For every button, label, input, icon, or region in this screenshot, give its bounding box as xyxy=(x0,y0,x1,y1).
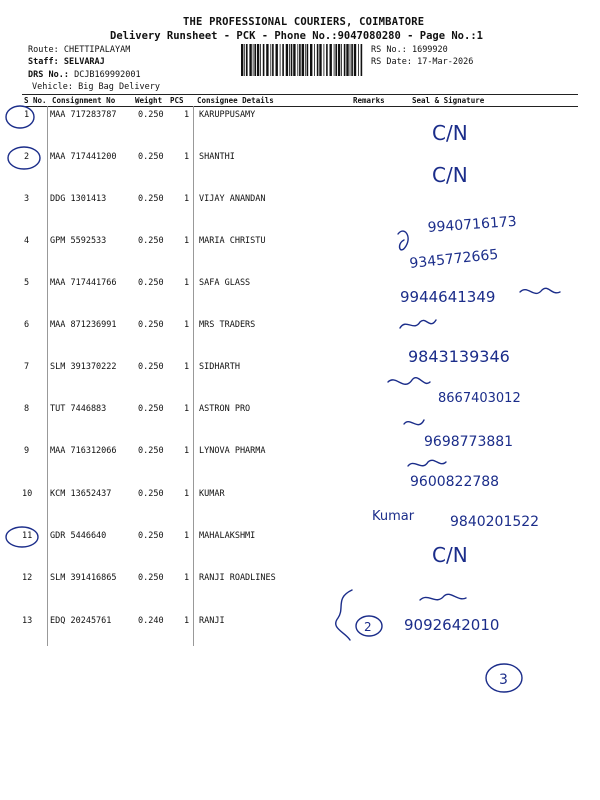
table-row xyxy=(0,194,600,208)
barcode-bar xyxy=(335,44,337,76)
staff-line xyxy=(28,57,105,67)
company-title: THE PROFESSIONAL COURIERS, COIMBATORE xyxy=(183,16,425,28)
barcode-bar xyxy=(286,44,288,76)
page-circle-mark xyxy=(486,664,522,692)
table-row xyxy=(0,446,600,460)
barcode-bar xyxy=(272,44,274,76)
barcode-bar xyxy=(310,44,312,76)
row-consignee: RANJI xyxy=(199,616,225,626)
row-pcs: 1 xyxy=(184,278,190,288)
row-consignee: SIDHARTH xyxy=(199,362,240,372)
barcode-bar xyxy=(358,44,359,76)
vehicle-label: Vehicle: xyxy=(32,82,73,92)
row-consignee: MAHALAKSHMI xyxy=(199,531,256,541)
vehicle-value: Big Bag Delivery xyxy=(78,82,160,92)
barcode-bar xyxy=(299,44,301,76)
row-sno: 13 xyxy=(22,616,33,626)
barcode-bar xyxy=(338,44,340,76)
rs-date-value: 17-Mar-2026 xyxy=(417,57,474,67)
row-pcs: 1 xyxy=(184,446,190,456)
row-sno: 3 xyxy=(24,194,30,204)
barcode-bar xyxy=(266,44,268,76)
row-consignment: DDG 1301413 xyxy=(50,194,107,204)
row-sno: 5 xyxy=(24,278,30,288)
row-consignment: SLM 391370222 xyxy=(50,362,117,372)
hw-circle-num-13: 2 xyxy=(364,620,372,634)
row-consignment: TUT 7446883 xyxy=(50,404,107,414)
hw-phone-row8: 8667403012 xyxy=(438,391,521,406)
route-label: Route: xyxy=(28,45,59,55)
barcode-bar xyxy=(244,44,245,76)
barcode-bar xyxy=(254,44,256,76)
row-sno: 8 xyxy=(24,404,30,414)
row-pcs: 1 xyxy=(184,362,190,372)
row-sno: 2 xyxy=(24,152,30,162)
barcode-bar xyxy=(289,44,290,76)
col-sno: S No. xyxy=(24,96,47,105)
hw-cn-row1: C/N xyxy=(432,121,468,145)
table-row xyxy=(0,278,600,292)
row-consignee: SAFA GLASS xyxy=(199,278,251,288)
table-row xyxy=(0,531,600,545)
signature-stroke-row13 xyxy=(420,594,466,600)
row-consignment: SLM 391416865 xyxy=(50,573,117,583)
route-line xyxy=(28,45,130,55)
row-pcs: 1 xyxy=(184,489,190,499)
rs-date-label: RS Date: xyxy=(371,57,412,67)
barcode-bar xyxy=(291,44,293,76)
row-weight: 0.250 xyxy=(138,531,164,541)
barcode-bar xyxy=(319,44,321,76)
barcode-bar xyxy=(260,44,261,76)
row-pcs: 1 xyxy=(184,320,190,330)
row-weight: 0.250 xyxy=(138,194,164,204)
row-pcs: 1 xyxy=(184,616,190,626)
barcode-bar xyxy=(324,44,325,76)
row-weight: 0.250 xyxy=(138,404,164,414)
barcode-bar xyxy=(270,44,271,76)
row-consignment: MAA 717441766 xyxy=(50,278,117,288)
row-sno: 12 xyxy=(22,573,33,583)
row-weight: 0.250 xyxy=(138,110,164,120)
barcode-bar xyxy=(354,44,356,76)
hw-name-row11: Kumar xyxy=(372,509,415,524)
barcode-bar xyxy=(341,44,342,76)
row-consignee: RANJI ROADLINES xyxy=(199,573,276,583)
row-weight: 0.250 xyxy=(138,278,164,288)
row-sno: 4 xyxy=(24,236,30,246)
row-sno: 11 xyxy=(22,531,33,541)
table-row xyxy=(0,616,600,630)
table-row xyxy=(0,320,600,334)
barcode-bar xyxy=(280,44,281,76)
barcode-bar xyxy=(307,44,309,76)
hw-phone-row13: 9092642010 xyxy=(404,616,500,634)
row-sno: 10 xyxy=(22,489,33,499)
row-pcs: 1 xyxy=(184,404,190,414)
barcode-bar xyxy=(351,44,353,76)
row-consignment: EDQ 20245761 xyxy=(50,616,112,626)
col-consignee: Consignee Details xyxy=(197,96,274,105)
table-row xyxy=(0,152,600,166)
barcode-bar xyxy=(282,44,284,76)
row-pcs: 1 xyxy=(184,573,190,583)
barcode-bar xyxy=(326,44,328,76)
row-consignee: KUMAR xyxy=(199,489,225,499)
barcode-bar xyxy=(330,44,332,76)
barcode-bar xyxy=(334,44,335,76)
signature-stroke-row10 xyxy=(408,460,446,466)
row-weight: 0.250 xyxy=(138,320,164,330)
hw-phone-row9: 9698773881 xyxy=(424,434,514,450)
column-divider xyxy=(193,106,194,646)
rs-no-value: 1699920 xyxy=(411,45,448,55)
hw-cn-row2: C/N xyxy=(432,163,468,187)
table-row xyxy=(0,362,600,376)
barcode-bar xyxy=(249,44,251,76)
row-consignee: VIJAY ANANDAN xyxy=(199,194,266,204)
barcode-bar xyxy=(246,44,248,76)
barcode xyxy=(240,44,366,76)
barcode-bar xyxy=(314,44,315,76)
row-weight: 0.250 xyxy=(138,152,164,162)
row-consignee: LYNOVA PHARMA xyxy=(199,446,266,456)
row-weight: 0.250 xyxy=(138,362,164,372)
table-row xyxy=(0,573,600,587)
barcode-bar xyxy=(346,44,348,76)
barcode-bar xyxy=(350,44,351,76)
barcode-bar xyxy=(344,44,346,76)
hw-phone-row5: 9944641349 xyxy=(400,288,496,306)
barcode-bar xyxy=(317,44,319,76)
barcode-bar xyxy=(241,44,243,76)
row-pcs: 1 xyxy=(184,152,190,162)
row-consignee: MRS TRADERS xyxy=(199,320,256,330)
drs-value: DCJB169992001 xyxy=(74,70,141,80)
barcode-bar xyxy=(361,44,363,76)
row-weight: 0.250 xyxy=(138,446,164,456)
barcode-bar xyxy=(276,44,278,76)
route-value: CHETTIPALAYAM xyxy=(63,45,131,55)
row-weight: 0.250 xyxy=(138,236,164,246)
row-consignee: MARIA CHRISTU xyxy=(199,236,266,246)
table-row xyxy=(0,236,600,250)
row-sno: 6 xyxy=(24,320,30,330)
row-pcs: 1 xyxy=(184,531,190,541)
hw-page-num: 3 xyxy=(499,672,508,688)
row-consignee: KARUPPUSAMY xyxy=(199,110,256,120)
col-seal: Seal & Signature xyxy=(412,96,485,105)
hw-cn-row11: C/N xyxy=(432,543,468,567)
row-weight: 0.240 xyxy=(138,616,164,626)
row-pcs: 1 xyxy=(184,110,190,120)
row-consignment: MAA 871236991 xyxy=(50,320,117,330)
barcode-bar xyxy=(263,44,265,76)
signature-stroke-row8 xyxy=(388,378,430,385)
hw-phone-row7: 9843139346 xyxy=(408,347,510,366)
drs-line xyxy=(28,70,141,80)
col-weight: Weight xyxy=(135,96,163,105)
rs-date-line xyxy=(371,57,473,67)
hw-phone-row11: 9840201522 xyxy=(450,514,540,530)
row-sno: 1 xyxy=(24,110,30,120)
barcode-bar xyxy=(297,44,298,76)
bracket-mark xyxy=(336,590,352,640)
col-pcs: PCS xyxy=(170,96,184,105)
barcode-bar xyxy=(253,44,254,76)
row-consignment: KCM 13652437 xyxy=(50,489,112,499)
row-weight: 0.250 xyxy=(138,489,164,499)
staff-label: Staff: xyxy=(28,57,59,67)
rs-no-line xyxy=(371,45,448,55)
signature-stroke-row9 xyxy=(404,420,424,425)
drs-label: DRS No.: xyxy=(28,70,69,80)
row-consignment: GDR 5446640 xyxy=(50,531,107,541)
row-consignment: MAA 717441200 xyxy=(50,152,117,162)
header-rule-top xyxy=(22,94,578,95)
row-consignee: ASTRON PRO xyxy=(199,404,251,414)
table-row xyxy=(0,404,600,418)
column-divider xyxy=(47,106,48,646)
row-consignment: MAA 717283787 xyxy=(50,110,117,120)
hw-phone-row4: 9345772665 xyxy=(408,246,500,272)
row-consignment: GPM 5592533 xyxy=(50,236,107,246)
row-consignee: SHANTHI xyxy=(199,152,235,162)
barcode-bar xyxy=(257,44,259,76)
hw-phone-row10: 9600822788 xyxy=(410,474,500,490)
hw-phone-row3: 9940716173 xyxy=(427,213,518,236)
barcode-bar xyxy=(302,44,304,76)
row-pcs: 1 xyxy=(184,194,190,204)
runsheet-subtitle: Delivery Runsheet - PCK - Phone No.:9047080280 - Page No.:1 xyxy=(110,30,483,42)
row-sno: 7 xyxy=(24,362,30,372)
header-rule-bottom xyxy=(22,106,578,107)
col-consignment: Consignment No xyxy=(52,96,116,105)
barcode-bar xyxy=(305,44,306,76)
row-sno: 9 xyxy=(24,446,30,456)
row-pcs: 1 xyxy=(184,236,190,246)
table-row xyxy=(0,110,600,124)
col-remarks: Remarks xyxy=(353,96,385,105)
row-consignment: MAA 716312066 xyxy=(50,446,117,456)
table-row xyxy=(0,489,600,503)
rs-no-label: RS No.: xyxy=(371,45,407,55)
barcode-bar xyxy=(293,44,295,76)
row-weight: 0.250 xyxy=(138,573,164,583)
vehicle-line xyxy=(32,82,160,92)
staff-value: SELVARAJ xyxy=(63,57,105,67)
